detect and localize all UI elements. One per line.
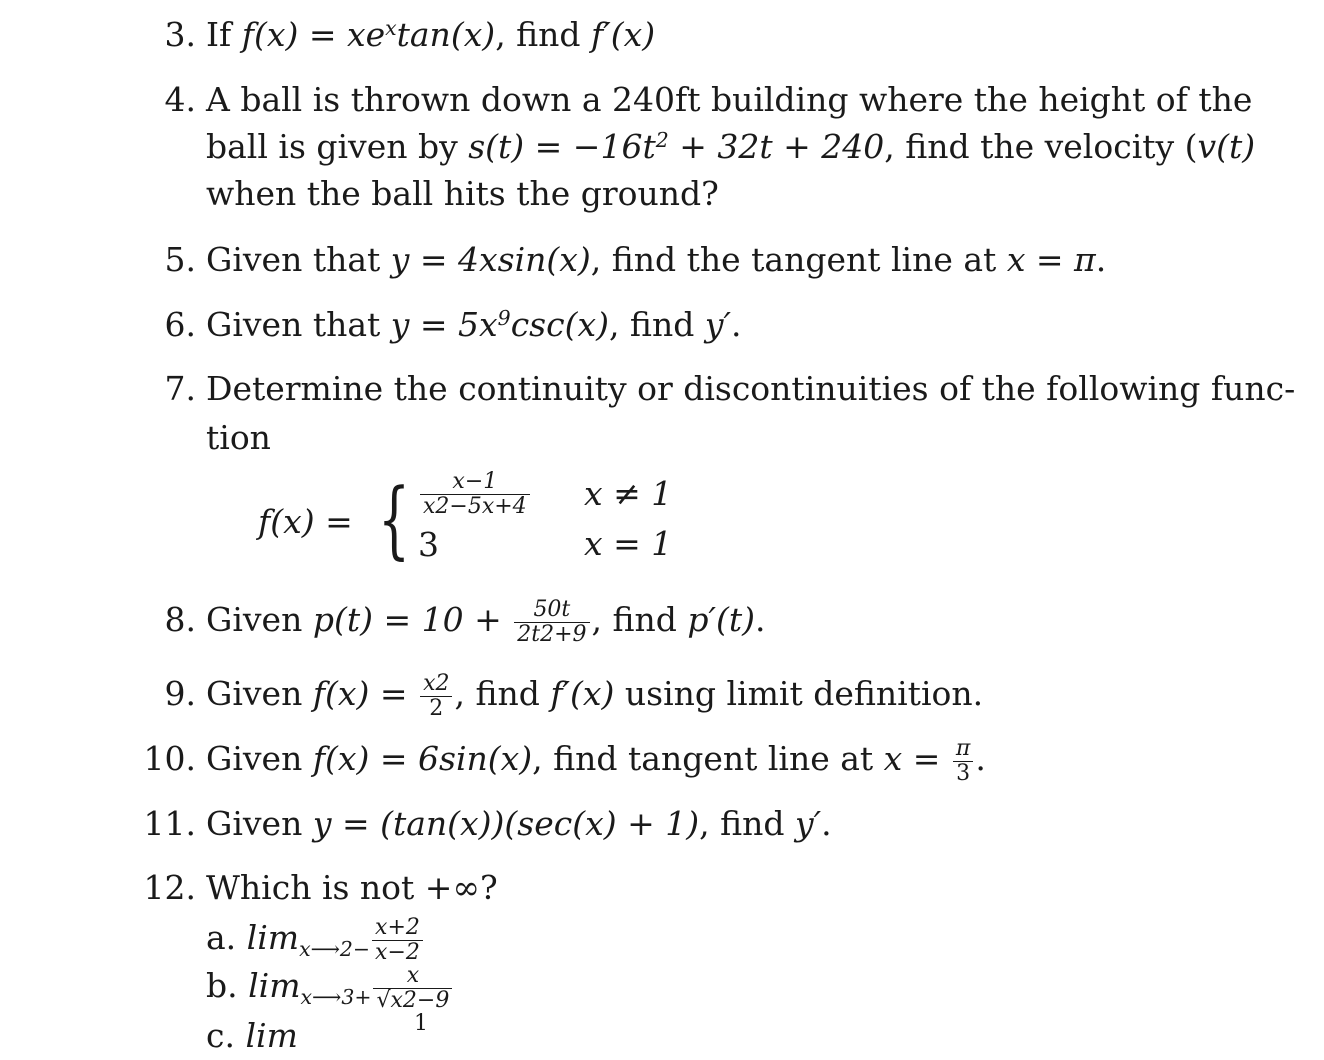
problem-number: 4. xyxy=(164,80,196,119)
fraction-numerator: 50t xyxy=(514,598,589,623)
fraction-denominator: x2−5x+4 xyxy=(423,494,527,519)
fraction-denominator: √x2−9 xyxy=(376,987,450,1013)
problem-number: 9. xyxy=(164,674,196,713)
problem-text: If $f(x) = xe^x\tan(x)$, find f′(x) xyxy=(206,15,656,54)
problem-number: 7. xyxy=(164,369,196,408)
problem-number: 11. xyxy=(143,804,196,843)
problem-number: 8. xyxy=(164,600,196,639)
fraction-denominator: x−2 xyxy=(375,939,420,965)
piecewise-condition-1: x ≠ 1 xyxy=(584,474,673,513)
fraction-numerator: x+2 xyxy=(372,916,423,941)
fraction-denominator: 2 xyxy=(429,695,444,721)
fraction-numerator: π xyxy=(953,737,973,762)
sub-item-b: b. $\lim_{x⟶3+}$ $\frac{x}{√x2-9}$ xyxy=(206,962,1306,1013)
piecewise-brace: { xyxy=(378,470,411,568)
worksheet-page: 3. If $f(x) = xe^x\tan(x)$, find f′(x) 4. A ball is thrown down a 240ft building where the height of the ball is given by $s(t) = -16t^2 + 32t + 240$, find the velocity (v(t) when the ball hits the ground? 5. Given that y = 4xsin(x), find the tangent line at x = π. 6. Given that $y = 5x^9\csc(x)$, find y′. 7. Determine the continuity or discontinuities of the following func- tion f(x) = { $\frac{x-1}{x2-5x+4}$ x ≠ 1 3 x = 1 8. Given p(t) = 10 + $\frac{50t}{2t2+9}$ , find p′(t). 9. Given f(x) = $\frac{x2}{2}$ , find f′(x) using limit definition. 10. Given f(x) = 6sin(x), find tangent line at x = $\frac{\pi}{3}$ . 11. Given y = (tan(x))(sec(x) + 1), find y′. 12. Which is not +∞? a. $\lim_{x⟶2-}$ $\frac{x+2}{x-2}$ b. $\lim_{x⟶3+}$ $\frac{x}{√x2-9}$ c. lim 1 xyxy=(0,0,1324,1035)
problem-number: 6. xyxy=(164,305,196,344)
fraction-denominator: 3 xyxy=(956,760,971,786)
piecewise-lhs: f(x) = xyxy=(258,502,353,541)
piecewise-case-1 xyxy=(418,470,532,519)
piecewise-condition-2: x = 1 xyxy=(584,524,673,563)
problem-text-line-1: A ball is thrown down a 240ft building where the height of the xyxy=(206,80,1253,119)
problem-number: 5. xyxy=(164,240,196,279)
problem-number: 3. xyxy=(164,15,196,54)
fraction-numerator: x xyxy=(373,964,452,989)
sub-item-a: a. $\lim_{x⟶2-}$ $\frac{x+2}{x-2}$ xyxy=(206,914,1306,965)
problem-number: 12. xyxy=(143,868,196,907)
fraction-denominator: 2t2+9 xyxy=(517,621,587,647)
problem-number: 10. xyxy=(143,739,196,778)
fraction-numerator: x−1 xyxy=(420,470,530,495)
fraction-numerator: 1 xyxy=(414,1011,428,1036)
piecewise-case-2: 3 xyxy=(418,525,439,564)
fraction-numerator: x2 xyxy=(420,672,452,697)
sub-item-c: c. lim 1 xyxy=(206,1011,428,1055)
